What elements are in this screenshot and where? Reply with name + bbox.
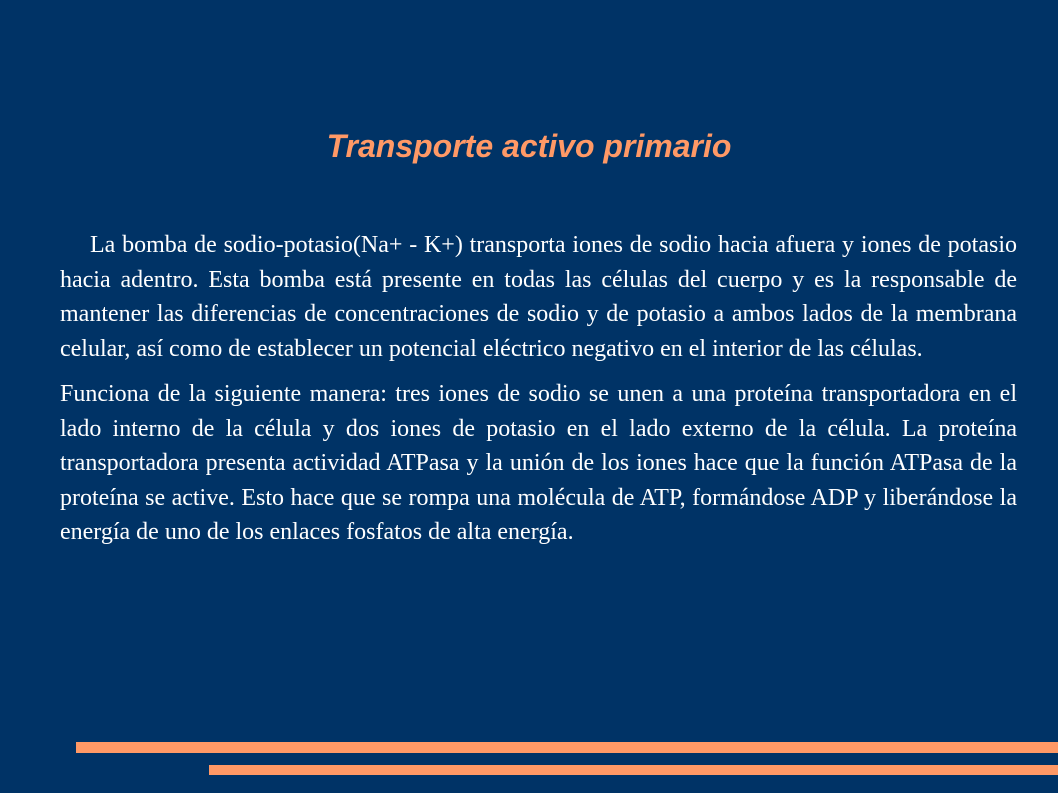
decorative-stripe-top: [76, 742, 1058, 753]
slide-title: Transporte activo primario: [326, 128, 732, 164]
slide-body: [60, 228, 1017, 550]
body-paragraph-2: Funciona de la siguiente manera: tres iones de sodio se unen a una proteína transportadora en el lado interno de la célula y dos iones de potasio en el lado externo de la célula. La proteína transportadora presenta actividad ATPasa y la unión de los iones hace que la función ATPasa de la proteína se active. Esto hace que se rompa una molécula de ATP, formándose ADP y liberándose la energía de uno de los enlaces fosfatos de alta energía.: [60, 381, 1017, 545]
body-paragraph-1: La bomba de sodio-potasio(Na+ - K+) transporta iones de sodio hacia afuera y iones de potasio hacia adentro. Esta bomba está presente en todas las células del cuerpo y es la responsable de mantener las diferencias de concentraciones de sodio y de potasio a ambos lados de la membrana celular, así como de establecer un potencial eléctrico negativo en el interior de las células.: [60, 232, 1017, 362]
decorative-stripe-bottom: [209, 765, 1058, 775]
